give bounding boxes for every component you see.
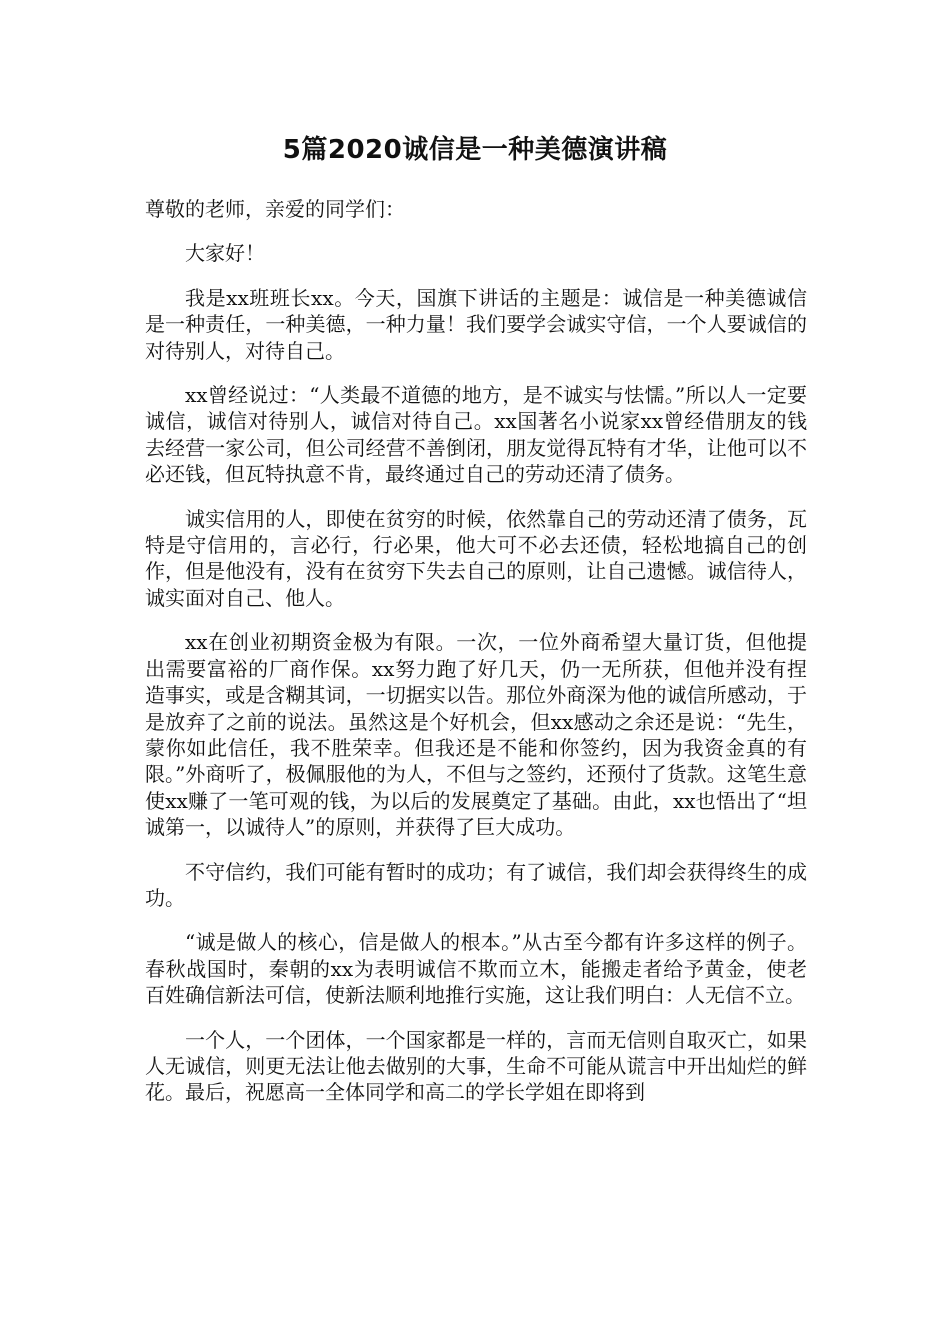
paragraph-honest-people: 诚实信用的人，即使在贫穷的时候，依然靠自己的劳动还清了债务，瓦特是守信用的，言必行，行必果，他大可不必去还债，轻松地搞自己的创作，但是他没有，没有在贫穷下失去自己的原则，让自己遗憾。诚信待人，诚实面对自己、他人。 — [145, 506, 807, 610]
document-title: 5篇2020诚信是一种美德演讲稿 — [282, 135, 668, 165]
paragraph-business-story: xx在创业初期资金极为有限。一次，一位外商希望大量订货，但他提出需要富裕的厂商作保。xx努力跑了好几天，仍一无所获，但他并没有捏造事实，或是含糊其词，一切据实以告。那位外商深为他的诚信所感动，于是放弃了之前的说法。虽然这是个好机会，但xx感动之余还是说：“先生，蒙你如此信任，我不胜荣幸。但我还是不能和你签约，因为我资金真的有限。”外商听了，极佩服他的为人，不但与之签约，还预付了货款。这笔生意使xx赚了一笔可观的钱，为以后的发展奠定了基础。由此，xx也悟出了“坦诚第一，以诚待人”的原则，并获得了巨大成功。 — [145, 630, 807, 840]
paragraph-ancient-example: “诚是做人的核心，信是做人的根本。”从古至今都有许多这样的例子。春秋战国时，秦朝的xx为表明诚信不欺而立木，能搬走者给予黄金，使老百姓确信新法可信，使新法顺利地推行实施，这让我们明白：人无信不立。 — [145, 930, 807, 1008]
document-body — [145, 196, 807, 1124]
paragraph-intro: 我是xx班班长xx。今天，国旗下讲话的主题是：诚信是一种美德诚信是一种责任，一种美德，一种力量！我们要学会诚实守信，一个人要诚信的对待别人，对待自己。 — [145, 285, 807, 363]
salutation: 尊敬的老师，亲爱的同学们： — [145, 197, 405, 221]
paragraph-conclusion: 一个人，一个团体，一个国家都是一样的，言而无信则自取灭亡，如果人无诚信，则更无法让他去做别的大事，生命不可能从谎言中开出灿烂的鲜花。最后，祝愿高一全体同学和高二的学长学姐在即将到 — [145, 1027, 807, 1105]
paragraph-quote-watt: xx曾经说过：“人类最不道德的地方，是不诚实与怯懦。”所以人一定要诚信，诚信对待别人，诚信对待自己。xx国著名小说家xx曾经借朋友的钱去经营一家公司，但公司经营不善倒闭，朋友觉得瓦特有才华，让他可以不必还钱，但瓦特执意不肯，最终通过自己的劳动还清了债务。 — [145, 383, 807, 487]
paragraph-greeting: 大家好！ — [185, 241, 265, 266]
paragraph-lasting-success: 不守信约，我们可能有暂时的成功；有了诚信，我们却会获得终生的成功。 — [145, 859, 807, 910]
